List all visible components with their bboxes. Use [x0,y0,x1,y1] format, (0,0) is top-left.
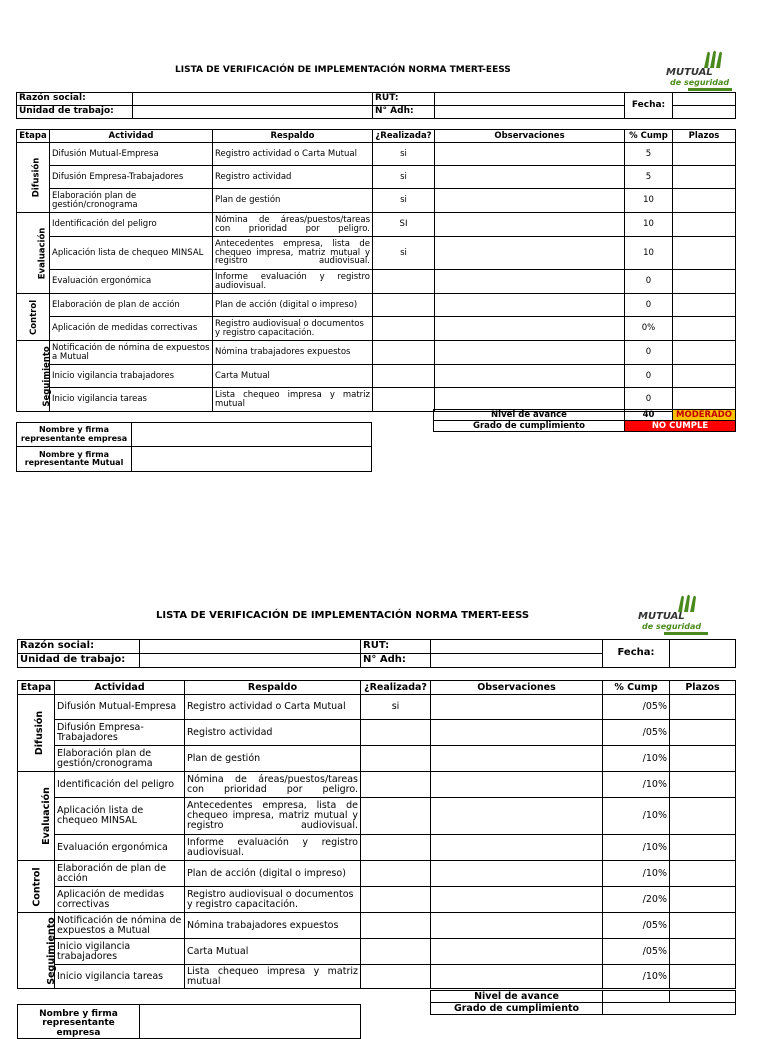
observaciones-cell[interactable] [431,772,603,798]
mutual-logo-line1: MUTUAL [666,67,713,78]
realizada-cell[interactable] [373,294,435,317]
unidad-field[interactable] [140,654,361,668]
plazos-cell[interactable] [673,341,736,365]
nivel-status-badge: MODERADO [673,410,736,421]
respaldo-cell: Lista chequeo impresa y matriz mutual [185,965,361,989]
nivel-avance-label: Nivel de avance [434,410,625,421]
respaldo-cell: Informe evaluación y registro audiovisual. [213,270,373,294]
form2-checklist-table [17,680,736,989]
respaldo-cell: Nómina trabajadores expuestos [185,913,361,939]
realizada-cell[interactable] [373,341,435,365]
firma-empresa-field[interactable] [132,423,372,447]
rut-field[interactable] [431,640,603,654]
respaldo-cell: Plan de acción (digital o impreso) [185,861,361,887]
razon-social-field[interactable] [140,640,361,654]
table-row [18,939,736,965]
cump-cell: 5 [625,143,673,166]
table-row [17,388,736,412]
realizada-cell[interactable] [361,835,431,861]
mutual-logo-bar [688,88,732,91]
observaciones-cell[interactable] [435,270,625,294]
realizada-cell[interactable] [361,798,431,835]
observaciones-cell[interactable] [431,835,603,861]
stage-evaluacion: Evaluación [17,213,50,294]
actividad-cell: Elaboración plan de gestión/cronograma [55,746,185,772]
plazos-cell[interactable] [670,720,736,746]
realizada-cell[interactable] [373,365,435,388]
realizada-cell[interactable] [373,270,435,294]
actividad-cell: Difusión Empresa-Trabajadores [50,166,213,189]
table-row [17,341,736,365]
cump-cell: 10 [625,189,673,213]
realizada-cell[interactable] [361,861,431,887]
actividad-cell: Aplicación de medidas correctivas [55,887,185,913]
fecha-field[interactable] [673,93,736,106]
plazos-cell[interactable] [673,388,736,412]
plazos-cell[interactable] [670,772,736,798]
mutual-logo-icon [676,594,698,612]
realizada-cell[interactable] [361,965,431,989]
realizada-cell[interactable]: SI [373,213,435,237]
col-plazos: Plazos [673,130,736,143]
cump-cell: /10% [603,861,670,887]
plazos-cell[interactable] [670,913,736,939]
actividad-cell: Difusión Empresa-Trabajadores [55,720,185,746]
unidad-label: Unidad de trabajo: [18,654,140,668]
observaciones-cell[interactable] [435,317,625,341]
rut-field[interactable] [435,93,625,106]
firma-empresa-label: Nombre y firma representante empresa [17,423,132,447]
plazos-cell[interactable] [670,887,736,913]
cump-cell: /10% [603,835,670,861]
plazos-cell[interactable] [673,237,736,270]
respaldo-cell: Informe evaluación y registro audiovisual. [185,835,361,861]
table-row [17,270,736,294]
firma-mutual-field[interactable] [132,447,372,472]
form2-title: LISTA DE VERIFICACIÓN DE IMPLEMENTACIÓN NORMA TMERT-EESS [156,610,530,621]
actividad-cell: Aplicación de medidas correctivas [50,317,213,341]
grado-status-badge [603,1003,736,1015]
actividad-cell: Evaluación ergonómica [55,835,185,861]
plazos-cell[interactable] [670,695,736,720]
plazos-cell[interactable] [670,835,736,861]
grado-cumplimiento-label: Grado de cumplimiento [431,1003,603,1015]
unidad-label: Unidad de trabajo: [17,106,133,119]
form1-signature-table [16,422,372,472]
cump-cell: 0 [625,388,673,412]
actividad-cell: Inicio vigilancia trabajadores [50,365,213,388]
plazos-cell[interactable] [673,365,736,388]
realizada-cell[interactable] [361,772,431,798]
realizada-cell[interactable]: si [373,237,435,270]
observaciones-cell[interactable] [431,939,603,965]
actividad-cell: Inicio vigilancia tareas [55,965,185,989]
mutual-logo [664,50,736,92]
cump-cell: /05% [603,695,670,720]
mutual-logo-icon [702,50,724,68]
cump-cell: /10% [603,746,670,772]
stage-difusion: Difusión [18,695,55,772]
observaciones-cell[interactable] [435,189,625,213]
table-row [18,861,736,887]
nadh-label: N° Adh: [361,654,431,668]
plazos-cell[interactable] [670,798,736,835]
realizada-cell[interactable]: si [373,143,435,166]
realizada-cell[interactable]: si [373,166,435,189]
table-row [17,143,736,166]
mutual-logo-line1: MUTUAL [638,611,685,622]
mutual-logo-line2: de seguridad [642,622,702,631]
col-actividad: Actividad [55,681,185,695]
mutual-logo-2 [636,594,712,636]
plazos-cell[interactable] [673,270,736,294]
stage-seguimiento: Seguimiento [17,341,50,412]
actividad-cell: Notificación de nómina de expuestos a Mutual [50,341,213,365]
form1-title: LISTA DE VERIFICACIÓN DE IMPLEMENTACIÓN NORMA TMERT-EESS [175,65,511,75]
mutual-logo-bar [664,632,708,635]
stage-evaluacion: Evaluación [18,772,55,861]
actividad-cell: Difusión Mutual-Empresa [55,695,185,720]
observaciones-cell[interactable] [431,746,603,772]
realizada-cell[interactable] [361,887,431,913]
col-actividad: Actividad [50,130,213,143]
plazos-cell[interactable] [673,166,736,189]
realizada-cell[interactable]: si [361,695,431,720]
plazos-cell[interactable] [673,143,736,166]
cump-cell: /10% [603,772,670,798]
observaciones-cell[interactable] [435,365,625,388]
respaldo-cell: Registro actividad o Carta Mutual [185,695,361,720]
nivel-avance-label: Nivel de avance [431,991,603,1003]
table-row [18,746,736,772]
respaldo-cell: Plan de gestión [185,746,361,772]
table-row [18,695,736,720]
razon-social-field[interactable] [133,93,373,106]
col-realizada: ¿Realizada? [361,681,431,695]
razon-social-label: Razón social: [17,93,133,106]
cump-cell: 0% [625,317,673,341]
nivel-status-badge [670,991,736,1003]
table-row [18,798,736,835]
respaldo-cell: Nómina de áreas/puestos/tareas con prioridad por peligro. [185,772,361,798]
realizada-cell[interactable] [373,317,435,341]
observaciones-cell[interactable] [431,887,603,913]
realizada-cell[interactable] [361,939,431,965]
cump-cell: 0 [625,341,673,365]
fecha-label: Fecha: [603,640,670,668]
respaldo-cell: Plan de gestión [213,189,373,213]
respaldo-cell: Carta Mutual [213,365,373,388]
col-respaldo: Respaldo [213,130,373,143]
col-cump: % Cump [625,130,673,143]
actividad-cell: Elaboración plan de gestión/cronograma [50,189,213,213]
cump-cell: 10 [625,213,673,237]
realizada-cell[interactable]: si [373,189,435,213]
observaciones-cell[interactable] [435,166,625,189]
plazos-cell[interactable] [673,213,736,237]
plazos-cell[interactable] [673,189,736,213]
plazos-cell[interactable] [670,746,736,772]
col-cump: % Cump [603,681,670,695]
grado-status-badge: NO CUMPLE [625,421,736,432]
respaldo-cell: Nómina de áreas/puestos/tareas con prioridad por peligro. [213,213,373,237]
observaciones-cell[interactable] [435,388,625,412]
rut-label: RUT: [361,640,431,654]
table-row [18,965,736,989]
observaciones-cell[interactable] [431,861,603,887]
realizada-cell[interactable] [373,388,435,412]
firma-mutual-label: Nombre y firma representante Mutual [17,447,132,472]
nadh-field[interactable] [431,654,603,668]
respaldo-cell: Registro actividad [213,166,373,189]
respaldo-cell: Registro actividad [185,720,361,746]
col-observaciones: Observaciones [431,681,603,695]
table-row [18,835,736,861]
actividad-cell: Elaboración de plan de acción [50,294,213,317]
respaldo-cell: Registro actividad o Carta Mutual [213,143,373,166]
cump-cell: 0 [625,365,673,388]
observaciones-cell[interactable] [431,695,603,720]
fecha-field[interactable] [670,640,736,668]
table-row [17,189,736,213]
actividad-cell: Aplicación lista de chequeo MINSAL [55,798,185,835]
nivel-avance-value [603,991,670,1003]
stage-control: Control [17,294,50,341]
actividad-cell: Identificación del peligro [50,213,213,237]
observaciones-cell[interactable] [431,798,603,835]
observaciones-cell[interactable] [435,237,625,270]
rut-label: RUT: [373,93,435,106]
table-row [17,166,736,189]
actividad-cell: Evaluación ergonómica [50,270,213,294]
table-row [17,213,736,237]
unidad-field[interactable] [133,106,373,119]
respaldo-cell: Antecedentes empresa, lista de chequeo impresa, matriz mutual y registro audiovisual. [213,237,373,270]
form2-signature-table [17,1004,361,1039]
grado-cumplimiento-label: Grado de cumplimiento [434,421,625,432]
col-etapa: Etapa [17,130,50,143]
actividad-cell: Identificación del peligro [55,772,185,798]
table-row [18,887,736,913]
stage-difusion: Difusión [17,143,50,213]
nadh-field[interactable] [435,106,625,119]
actividad-cell: Aplicación lista de chequeo MINSAL [50,237,213,270]
cump-cell: /10% [603,798,670,835]
cump-cell: /05% [603,939,670,965]
actividad-cell: Notificación de nómina de expuestos a Mutual [55,913,185,939]
form2-header-table [17,639,736,668]
col-plazos: Plazos [670,681,736,695]
fecha-field-2[interactable] [673,106,736,119]
firma-empresa-label: Nombre y firma representante empresa [18,1005,140,1039]
respaldo-cell: Registro audiovisual o documentos y registro capacitación. [185,887,361,913]
form1-header-table [16,92,736,119]
observaciones-cell[interactable] [435,341,625,365]
table-row [18,772,736,798]
table-row [18,720,736,746]
respaldo-cell: Nómina trabajadores expuestos [213,341,373,365]
actividad-cell: Difusión Mutual-Empresa [50,143,213,166]
fecha-label: Fecha: [625,93,673,119]
respaldo-cell: Registro audiovisual o documentos y registro capacitación. [213,317,373,341]
col-etapa: Etapa [18,681,55,695]
respaldo-cell: Antecedentes empresa, lista de chequeo impresa, matriz mutual y registro audiovisual. [185,798,361,835]
respaldo-cell: Plan de acción (digital o impreso) [213,294,373,317]
observaciones-cell[interactable] [435,294,625,317]
plazos-cell[interactable] [673,317,736,341]
realizada-cell[interactable] [361,720,431,746]
plazos-cell[interactable] [673,294,736,317]
actividad-cell: Elaboración de plan de acción [55,861,185,887]
table-row [17,294,736,317]
mutual-logo-line2: de seguridad [670,78,730,87]
table-row [18,913,736,939]
realizada-cell[interactable] [361,913,431,939]
table-row [17,237,736,270]
actividad-cell: Inicio vigilancia tareas [50,388,213,412]
cump-cell: /10% [603,965,670,989]
plazos-cell[interactable] [670,965,736,989]
respaldo-cell: Lista chequeo impresa y matriz mutual [213,388,373,412]
cump-cell: 0 [625,294,673,317]
plazos-cell[interactable] [670,861,736,887]
actividad-cell: Inicio vigilancia trabajadores [55,939,185,965]
razon-social-label: Razón social: [18,640,140,654]
observaciones-cell[interactable] [431,720,603,746]
plazos-cell[interactable] [670,939,736,965]
col-realizada: ¿Realizada? [373,130,435,143]
cump-cell: /20% [603,887,670,913]
form1-summary-table [433,409,736,432]
observaciones-cell[interactable] [435,143,625,166]
observaciones-cell[interactable] [435,213,625,237]
observaciones-cell[interactable] [431,965,603,989]
col-respaldo: Respaldo [185,681,361,695]
cump-cell: 5 [625,166,673,189]
cump-cell: 10 [625,237,673,270]
form2-summary-table [430,990,736,1015]
table-row [17,317,736,341]
stage-control: Control [18,861,55,913]
nivel-avance-value: 40 [625,410,673,421]
table-row [17,365,736,388]
cump-cell: /05% [603,913,670,939]
stage-seguimiento: Seguimiento [18,913,55,989]
cump-cell: 0 [625,270,673,294]
firma-empresa-field[interactable] [140,1005,361,1039]
realizada-cell[interactable] [361,746,431,772]
observaciones-cell[interactable] [431,913,603,939]
cump-cell: /05% [603,720,670,746]
nadh-label: N° Adh: [373,106,435,119]
col-observaciones: Observaciones [435,130,625,143]
form1-checklist-table [16,129,736,412]
respaldo-cell: Carta Mutual [185,939,361,965]
